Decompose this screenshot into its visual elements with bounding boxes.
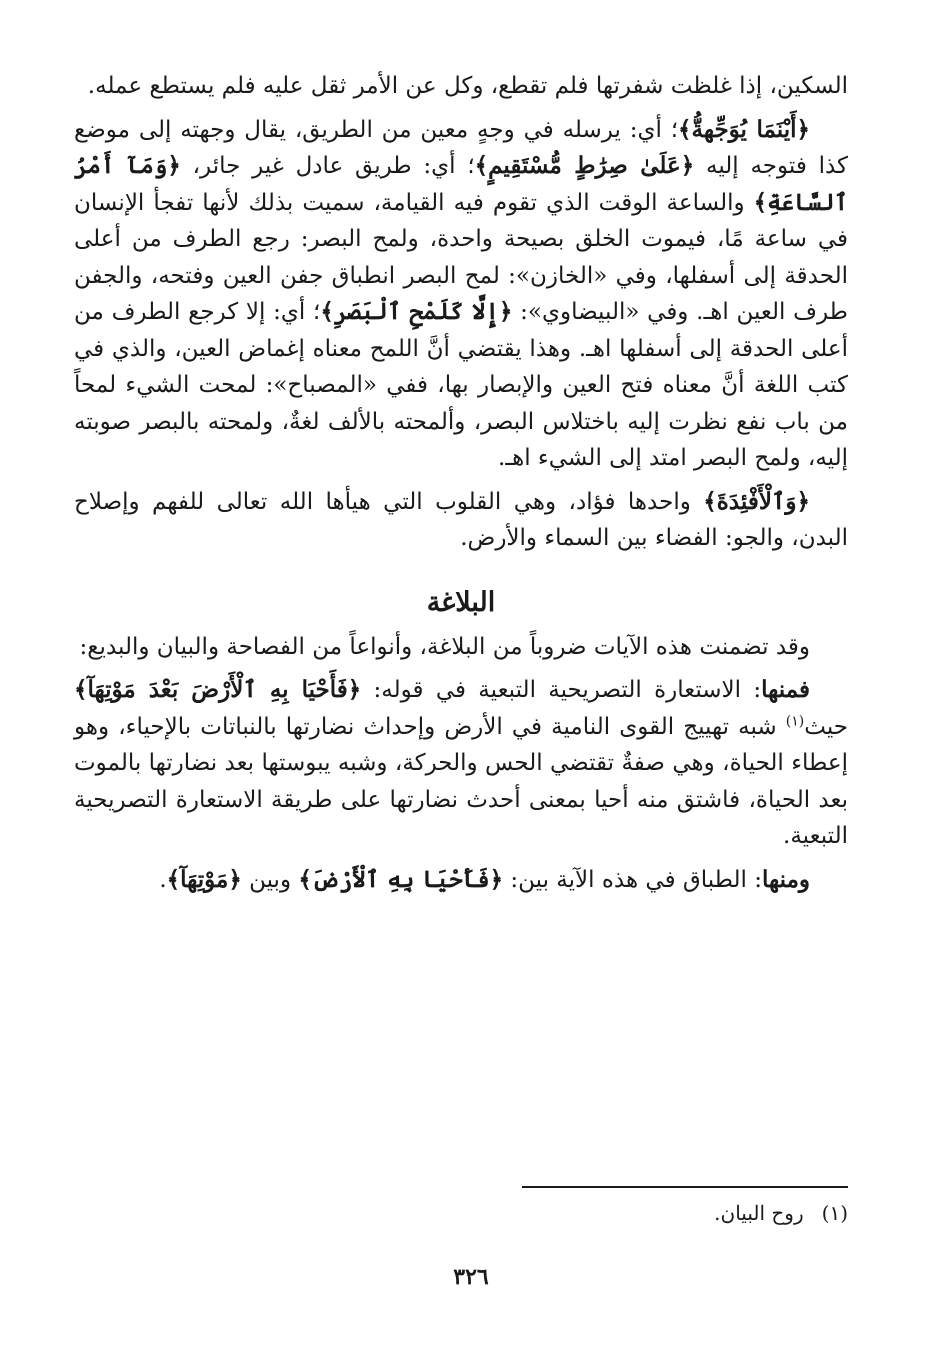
quran-quote: ﴿وَمَآ أَمْرُ ٱلسَّاعَةِ﴾ (74, 152, 848, 216)
footnote-divider (522, 1186, 848, 1188)
paragraph-text: ؛ أي: إلا كرجع الطرف من أعلى الحدقة إلى أسفلها اهـ. وهذا يقتضي أنَّ اللمح معناه إغماض العين، والذي في كتب اللغة أنَّ معناه فتح العين والإبصار بها، ففي «المصباح»: لمحت الشيء لمحاً من باب نفع نظرت إليه باختلاس البصر، وألمحته بالألف لغةٌ، ولمحته بالبصر صوبته إليه، ولمح البصر امتد إلى الشيء اهـ. (74, 299, 848, 471)
paragraph-text: وقد تضمنت هذه الآيات ضروباً من البلاغة، وأنواعاً من الفصاحة والبيان والبديع: (79, 633, 810, 660)
paragraph-intro (74, 629, 848, 666)
paragraph-vocabulary-2 (74, 484, 848, 557)
paragraph-text: وبين (241, 866, 299, 893)
lead-word: فمنها (761, 676, 810, 703)
paragraph-vocabulary-1 (74, 112, 848, 477)
paragraph-text: شبه تهييج القوى النامية في الأرض وإحداث نضارتها بالنباتات بالإحياء، وهو إعطاء الحياة، وهي صفةٌ تقتضي الحس والحركة، وشبه يبوستها بعد نضارتها بالموت بعد الحياة، فاشتق منه أحيا بمعنى أحدث نضارتها على طريقة الاستعارة التصريحية التبعية. (74, 713, 848, 849)
paragraph-text: واحدها فؤاد، وهي القلوب التي هيأها الله تعالى للفهم وإصلاح البدن، والجو: الفضاء بين السماء والأرض. (74, 488, 848, 551)
page-number: ٣٢٦ (453, 1264, 489, 1290)
paragraph-text: : الطباق في هذه الآية بين: (503, 866, 763, 893)
quran-quote: ﴿عَلَىٰ صِرَٰطٍ مُّسْتَقِيمٍ﴾ (474, 152, 695, 179)
quran-quote: ﴿إِلَّا كَلَمْحِ ٱلْبَصَرِ﴾ (320, 298, 513, 325)
quran-quote: ﴿فَأَحْيَا بِهِ ٱلْأَرْضَ﴾ (298, 865, 504, 893)
paragraph-text: السكين، إذا غلظت شفرتها فلم تقطع، وكل عن الأمر ثقل عليه فلم يستطع عمله. (87, 73, 848, 99)
quran-quote: ﴿فَأَحْيَا بِهِ ٱلْأَرْضَ بَعْدَ مَوْتِهَآ﴾ (74, 676, 362, 703)
paragraph-continuation (74, 68, 848, 105)
footnote-text: روح البيان. (714, 1201, 804, 1225)
paragraph-text: . (159, 866, 167, 893)
footnote-marker[interactable]: (١) (785, 712, 805, 729)
footnote (714, 1198, 848, 1228)
paragraph-antithesis (74, 862, 848, 899)
paragraph-text: ؛ أي: يرسله في وجهٍ معين من الطريق، يقال وجهته إلى موضع كذا فتوجه إليه (74, 116, 849, 179)
paragraph-metaphor (74, 672, 848, 855)
section-heading: البلاغة (426, 586, 496, 618)
quran-quote: ﴿مَوْتِهَآ﴾ (166, 865, 242, 893)
page-body (74, 68, 848, 905)
lead-word: ومنها (762, 865, 810, 893)
paragraph-text: والساعة الوقت الذي تقوم فيه القيامة، سميت بذلك لأنها تفجأ الإنسان في ساعة مًا، فيموت الخلق بصيحة واحدة، ولمح البصر: رجع الطرف من أعلى الحدقة إلى أسفلها، وفي «الخازن»: لمح البصر انطباق جفن العين وفتحه، والجفن طرف العين اهـ. وفي «البيضاوي»: (74, 189, 848, 325)
paragraph-text: حيث (804, 713, 848, 740)
quran-quote: ﴿وَٱلْأَفْئِدَةَ﴾ (703, 487, 810, 515)
paragraph-text: ؛ أي: طريق عادل غير جائر، (180, 153, 475, 179)
quran-quote: ﴿أَيْنَمَا يُوَجِّهةُّ﴾ (678, 115, 810, 143)
footnote-number: (١) (821, 1201, 848, 1225)
paragraph-text: : الاستعارة التصريحية التبعية في قوله: (361, 677, 762, 703)
